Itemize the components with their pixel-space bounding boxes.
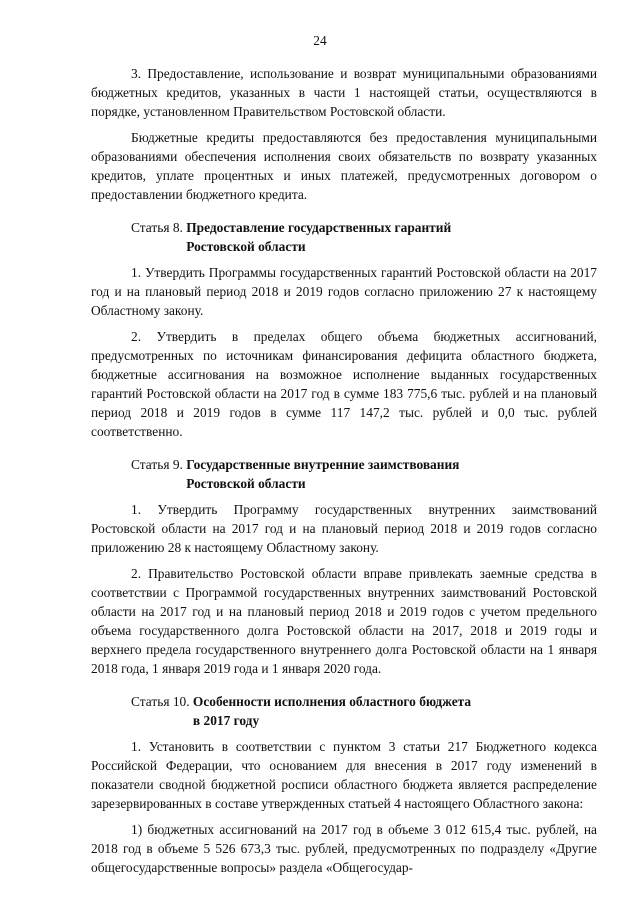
paragraph: 1. Утвердить Программы государственных гарантий Ростовской области на 2017 год и на плановый период 2018 и 2019 годов согласно приложению 27 к настоящему Областному закону. [91,265,597,318]
article-title: Особенности исполнения областного бюджета [192,694,472,709]
paragraph: 1. Утвердить Программу государственных внутренних заимствований Ростовской области на 2017 год и на плановый период 2018 и 2019 годов согласно приложению 28 к настоящему Областному закону. [91,502,597,555]
paragraph: 2. Утвердить в пределах общего объема бюджетных ассигнований, предусмотренных по источникам финансирования дефицита областного бюджета, бюджетные ассигнования на возможное исполнение выданных государственных гарантий Ростовской области на 2017 год в сумме 183 775,6 тыс. рублей и на плановый период 2018 и 2019 годов в сумме 117 147,2 тыс. рублей и 0,0 тыс. рублей соответственно. [91,329,597,439]
article-title-continued: Ростовской области [186,239,306,254]
article-8-heading [91,218,597,256]
paragraph: 3. Предоставление, использование и возврат муниципальными образованиями бюджетных кредитов, указанных в части 1 настоящей статьи, осуществляются в порядке, установленном Правительством Ростовской области. [91,66,597,119]
article-title: Государственные внутренние заимствования [186,457,460,472]
paragraph: 1. Установить в соответствии с пунктом 3 статьи 217 Бюджетного кодекса Российской Федерации, что основанием для внесения в 2017 году изменений в показатели сводной бюджетной росписи областного бюджета является распределение зарезервированных в составе утвержденных статьей 4 настоящего Областного закона: [91,739,597,811]
article-10-heading [91,692,597,730]
paragraph: Бюджетные кредиты предоставляются без предоставления муниципальными образованиями обеспечения исполнения своих обязательств по возврату указанных кредитов, уплате процентных и иных платежей, предусмотренных договором о предоставлении бюджетного кредита. [91,130,597,202]
article-title: Предоставление государственных гарантий [186,220,452,235]
paragraph: 2. Правительство Ростовской области вправе привлекать заемные средства в соответствии с Программой государственных внутренних заимствований Ростовской области на 2017 год и на плановый период 2018 и 2019 годов с учетом предельного объема государственного долга Ростовской области на 2017, 2018 и 2019 годы и верхнего предела государственного внутреннего долга Ростовской области на 1 января 2018 года, 1 января 2019 года и 1 января 2020 года. [91,566,597,676]
article-label: Статья 10. [131,694,193,709]
page-number: 24 [313,33,327,48]
document-body [91,64,597,877]
article-label: Статья 9. [131,457,187,472]
paragraph: 1) бюджетных ассигнований на 2017 год в объеме 3 012 615,4 тыс. рублей, на 2018 год в объеме 5 526 673,3 тыс. рублей, предусмотренных по подразделу «Другие общегосударственные вопросы» раздела «Общегосудар- [91,822,597,875]
article-title-continued: в 2017 году [192,713,260,728]
article-title-continued: Ростовской области [186,476,306,491]
article-9-heading [91,455,597,493]
article-label: Статья 8. [131,220,187,235]
